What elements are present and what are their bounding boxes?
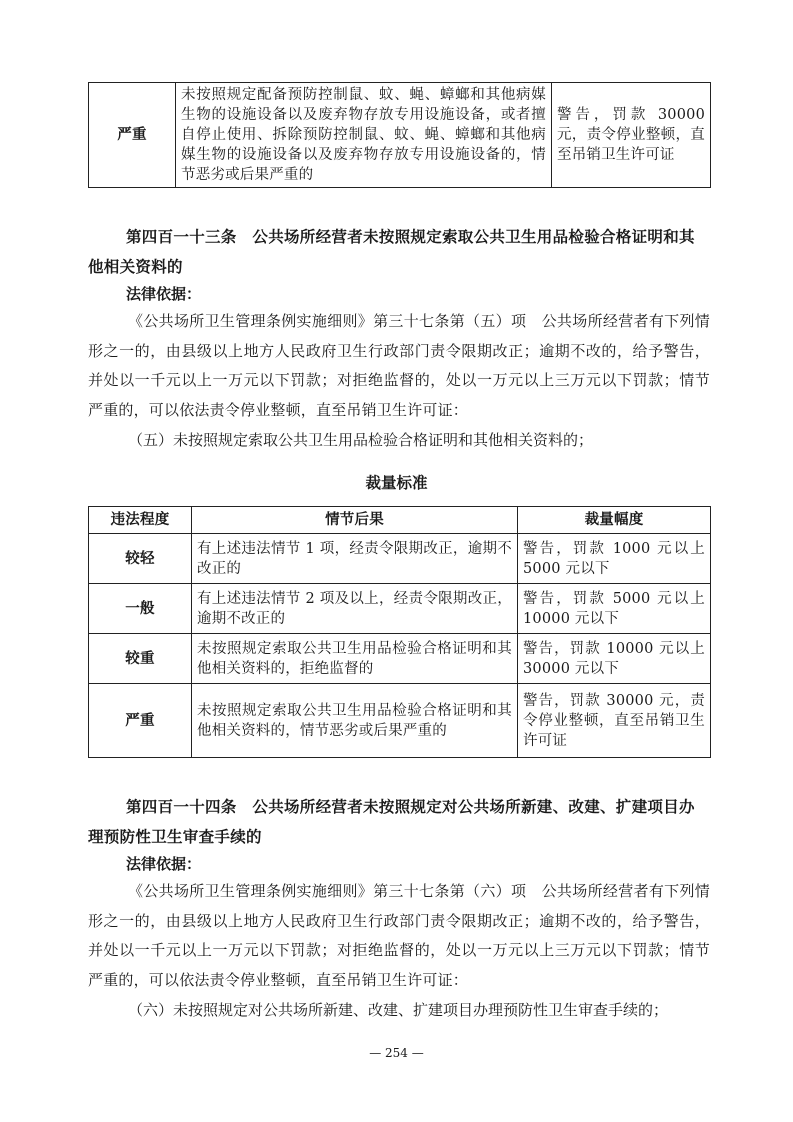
description-cell: 有上述违法情节 1 项，经责令限期改正，逾期不改正的 [192, 534, 518, 584]
penalty-cell: 警告，罚款 10000 元以上 30000 元以下 [518, 634, 711, 684]
top-penalty-table [88, 82, 711, 188]
article-414-basis-label: 法律依据： [126, 855, 202, 873]
penalty-cell: 警告，罚款 5000 元以上 10000 元以下 [518, 584, 711, 634]
article-414-title: 第四百一十四条 公共场所经营者未按照规定对公共场所新建、改建、扩建项目办理预防性卫生审查手续的 [88, 798, 695, 846]
table-row [89, 584, 711, 634]
column-header-circumstances: 情节后果 [192, 507, 518, 534]
penalty-cell: 警告，罚款 1000 元以上 5000 元以下 [518, 534, 711, 584]
degree-cell: 严重 [89, 684, 192, 758]
penalty-cell: 警告，罚款 30000 元，责令停业整顿，直至吊销卫生许可证 [518, 684, 711, 758]
table-row [89, 534, 711, 584]
article-413-item: （五）未按照规定索取公共卫生用品检验合格证明和其他相关资料的； [128, 431, 594, 449]
article-413-basis-label: 法律依据： [126, 285, 202, 303]
description-cell: 未按照规定索取公共卫生用品检验合格证明和其他相关资料的，情节恶劣或后果严重的 [192, 684, 518, 758]
column-header-range: 裁量幅度 [518, 507, 711, 534]
table-row [89, 684, 711, 758]
table-row [89, 83, 711, 188]
description-cell: 未按照规定索取公共卫生用品检验合格证明和其他相关资料的，拒绝监督的 [192, 634, 518, 684]
table-row [89, 634, 711, 684]
degree-cell: 较重 [89, 634, 192, 684]
degree-cell: 严重 [89, 83, 176, 188]
penalty-cell: 警告，罚款 30000 元，责令停业整顿，直至吊销卫生许可证 [552, 83, 711, 188]
table-header-row [89, 507, 711, 534]
article-414-basis-text: 《公共场所卫生管理条例实施细则》第三十七条第（六）项 公共场所经营者有下列情形之一的，由县级以上地方人民政府卫生行政部门责令限期改正；逾期不改的，给予警告，并处以一千元以上一万元以下罚款；对拒绝监督的，处以一万元以上三万元以下罚款；情节严重的，可以依法责令停业整顿，直至吊销卫生许可证： [88, 882, 710, 989]
article-413-table-caption: 裁量标准 [365, 474, 428, 492]
article-413-basis-text: 《公共场所卫生管理条例实施细则》第三十七条第（五）项 公共场所经营者有下列情形之一的，由县级以上地方人民政府卫生行政部门责令限期改正；逾期不改的，给予警告，并处以一千元以上一万元以下罚款；对拒绝监督的，处以一万元以上三万元以下罚款；情节严重的，可以依法责令停业整顿，直至吊销卫生许可证： [88, 312, 710, 419]
article-414-item: （六）未按照规定对公共场所新建、改建、扩建项目办理预防性卫生审查手续的； [128, 1001, 669, 1019]
article-413-discretion-table [88, 506, 711, 758]
description-cell: 未按照规定配备预防控制鼠、蚊、蝇、蟑螂和其他病媒生物的设施设备以及废弃物存放专用设施设备，或者擅自停止使用、拆除预防控制鼠、蚊、蝇、蟑螂和其他病媒生物的设施设备以及废弃物存放专用设施设备的，情节恶劣或后果严重的 [176, 83, 552, 188]
column-header-degree: 违法程度 [89, 507, 192, 534]
article-413-title: 第四百一十三条 公共场所经营者未按照规定索取公共卫生用品检验合格证明和其他相关资料的 [88, 228, 695, 276]
degree-cell: 一般 [89, 584, 192, 634]
page-number: — 254 — [369, 1046, 424, 1060]
description-cell: 有上述违法情节 2 项及以上，经责令限期改正，逾期不改正的 [192, 584, 518, 634]
degree-cell: 较轻 [89, 534, 192, 584]
